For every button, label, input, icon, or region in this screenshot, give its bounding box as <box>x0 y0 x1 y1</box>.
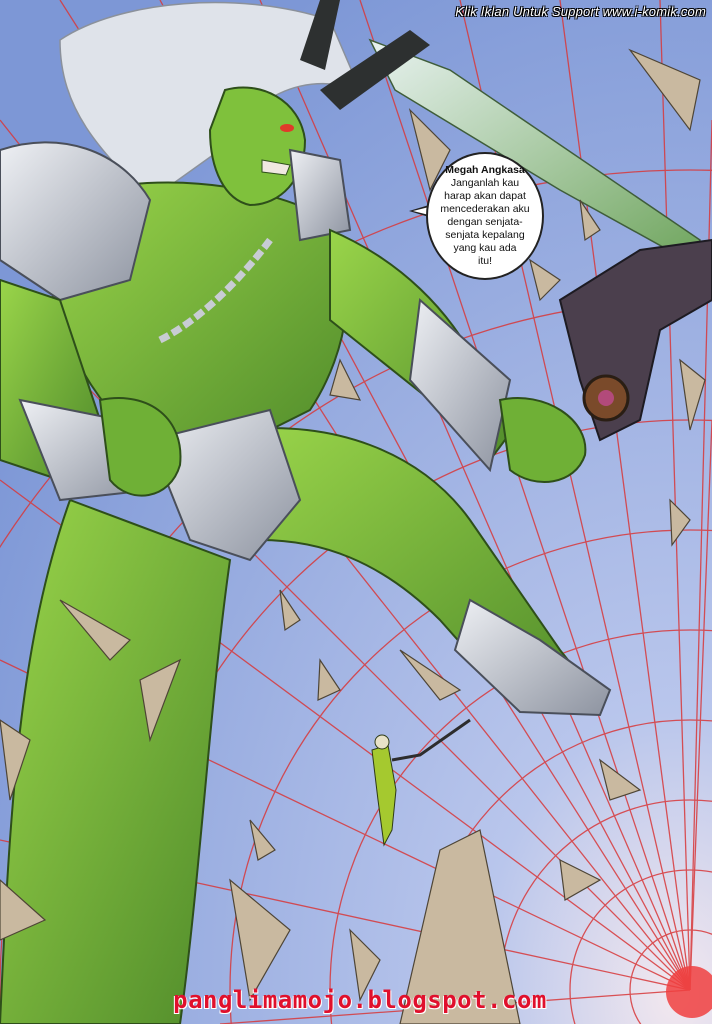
speech-speaker: Megah Angkasa <box>445 164 525 176</box>
speech-line: senjata kepalang <box>445 229 525 241</box>
speech-line: dengan senjata- <box>447 216 523 228</box>
speech-line: yang kau ada <box>453 242 517 254</box>
speech-line: Janganlah kau <box>450 177 520 189</box>
watermark-url: panglimamojo.blogspot.com <box>173 986 547 1014</box>
speech-line: itu! <box>477 255 492 267</box>
speech-line: mencederakan aku <box>440 203 530 215</box>
top-banner-text: Klik Iklan Untuk Support www.i-komik.com <box>455 4 706 19</box>
speech-bubble <box>426 152 544 280</box>
speech-line: harap akan dapat <box>444 190 526 202</box>
giant-eye <box>280 124 294 132</box>
